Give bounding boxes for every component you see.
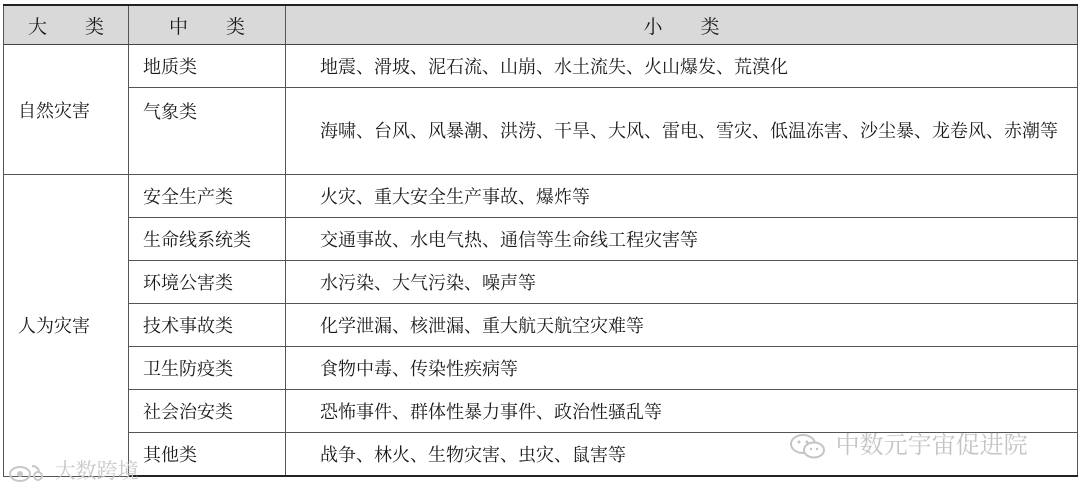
subcategory-cell: 社会治安类 bbox=[129, 390, 286, 433]
subcategory-cell: 安全生产类 bbox=[129, 175, 286, 218]
subcategory-cell: 地质类 bbox=[129, 45, 286, 88]
items-cell: 火灾、重大安全生产事故、爆炸等 bbox=[286, 175, 1078, 218]
table-row bbox=[4, 88, 1078, 175]
header-major-category: 大 类 bbox=[4, 5, 129, 45]
items-cell: 水污染、大气污染、噪声等 bbox=[286, 261, 1078, 304]
header-mid-category: 中 类 bbox=[129, 5, 286, 45]
subcategory-cell: 其他类 bbox=[129, 433, 286, 477]
table-row bbox=[4, 45, 1078, 88]
watermark-right bbox=[788, 425, 1028, 460]
weibo-logo-icon bbox=[8, 460, 48, 484]
header-row bbox=[4, 5, 1078, 45]
wechat-logo-icon bbox=[788, 432, 828, 460]
subcategory-cell: 技术事故类 bbox=[129, 304, 286, 347]
table-row bbox=[4, 175, 1078, 218]
watermark-left bbox=[8, 455, 139, 485]
subcategory-cell: 生命线系统类 bbox=[129, 218, 286, 261]
items-cell: 交通事故、水电气热、通信等生命线工程灾害等 bbox=[286, 218, 1078, 261]
items-cell: 战争、林火、生物灾害、虫灾、鼠害等 bbox=[286, 433, 1078, 477]
subcategory-cell: 环境公害类 bbox=[129, 261, 286, 304]
disaster-classification-table bbox=[3, 4, 1078, 477]
items-cell: 海啸、台风、风暴潮、洪涝、干旱、大风、雷电、雪灾、低温冻害、沙尘暴、龙卷风、赤潮等 bbox=[286, 88, 1078, 175]
table-row bbox=[4, 218, 1078, 261]
items-cell: 恐怖事件、群体性暴力事件、政治性骚乱等 bbox=[286, 390, 1078, 433]
category-natural-disaster: 自然灾害 bbox=[4, 45, 129, 175]
watermark-right-text: 中数元宇宙促进院 bbox=[835, 431, 1028, 459]
subcategory-cell: 卫生防疫类 bbox=[129, 347, 286, 390]
header-minor-category: 小 类 bbox=[286, 5, 1078, 45]
items-cell: 地震、滑坡、泥石流、山崩、水土流失、火山爆发、荒漠化 bbox=[286, 45, 1078, 88]
items-cell: 食物中毒、传染性疾病等 bbox=[286, 347, 1078, 390]
table-row bbox=[4, 347, 1078, 390]
category-man-made-disaster: 人为灾害 bbox=[4, 175, 129, 477]
table-row bbox=[4, 261, 1078, 304]
items-cell: 化学泄漏、核泄漏、重大航天航空灾难等 bbox=[286, 304, 1078, 347]
table-row bbox=[4, 304, 1078, 347]
watermark-left-text: 大数跨境 bbox=[54, 459, 139, 483]
subcategory-cell: 气象类 bbox=[129, 88, 286, 175]
